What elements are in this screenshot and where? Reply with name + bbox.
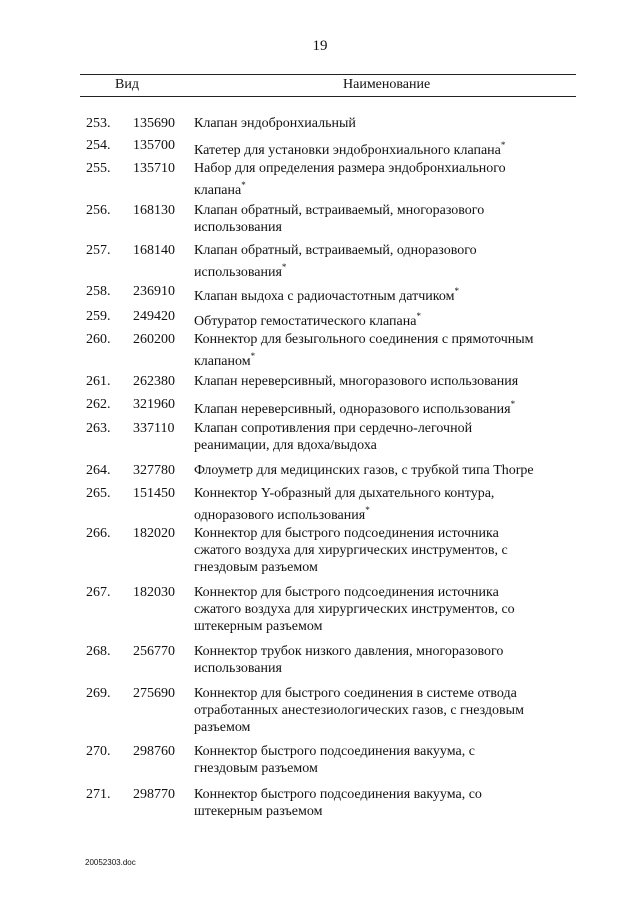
- row-name-line: одноразового использования*: [194, 505, 370, 523]
- footnote-asterisk: *: [454, 286, 459, 296]
- row-name-line: Клапан нереверсивный, одноразового использования*: [194, 399, 516, 417]
- row-name-line: Обтуратор гемостатического клапана*: [194, 311, 421, 329]
- footnote-asterisk: *: [250, 351, 256, 361]
- row-code: 327780: [133, 463, 175, 478]
- row-number: 260.: [86, 332, 111, 347]
- footer-filename: 20052303.doc: [85, 858, 136, 867]
- row-code: 168140: [133, 243, 175, 258]
- row-name-line: использования: [194, 661, 282, 676]
- row-name: [194, 283, 576, 305]
- row-name-line: использования: [194, 220, 282, 235]
- row-code: 135700: [133, 138, 175, 153]
- row-name: [194, 396, 576, 418]
- row-number: 257.: [86, 243, 111, 258]
- row-name-line: Клапан нереверсивный, многоразового использования: [194, 374, 519, 389]
- row-code: 298760: [133, 744, 175, 759]
- row-name-line: Коннектор для быстрого подсоединения источника: [194, 526, 499, 541]
- row-code: 151450: [133, 486, 175, 501]
- row-name: [194, 331, 576, 370]
- row-code: 262380: [133, 374, 175, 389]
- row-number: 268.: [86, 644, 111, 659]
- row-number: 256.: [86, 203, 111, 218]
- row-number: 271.: [86, 787, 111, 802]
- page-number: 19: [312, 38, 328, 54]
- row-name-line: Коннектор для быстрого соединения в системе отвода: [194, 686, 517, 701]
- row-name-line: Коннектор Y-образный для дыхательного контура,: [194, 486, 495, 501]
- footnote-asterisk: *: [365, 505, 370, 515]
- row-code: 249420: [133, 309, 175, 324]
- row-name-line: сжатого воздуха для хирургических инструментов, со: [194, 602, 515, 617]
- row-name: [194, 115, 576, 132]
- row-name-line: Катетер для установки эндобронхиального клапана*: [194, 140, 506, 158]
- row-number: 263.: [86, 421, 111, 436]
- row-name: [194, 786, 576, 820]
- row-name-line: Коннектор быстрого подсоединения вакуума, со: [194, 787, 482, 802]
- row-name-line: гнездовым разъемом: [194, 560, 318, 575]
- row-name-line: Коннектор трубок низкого давления, многоразового: [194, 644, 504, 659]
- row-name-line: штекерным разъемом: [194, 804, 323, 819]
- row-code: 298770: [133, 787, 175, 802]
- row-name-line: Набор для определения размера эндобронхиального: [194, 161, 506, 176]
- row-name-line: использования*: [194, 262, 287, 280]
- row-name: [194, 643, 576, 677]
- row-number: 266.: [86, 526, 111, 541]
- row-name: [194, 584, 576, 635]
- row-code: 182030: [133, 585, 175, 600]
- column-header-kind: Вид: [115, 77, 139, 92]
- row-name: [194, 485, 576, 524]
- row-name: [194, 202, 576, 236]
- row-name: [194, 462, 576, 479]
- footnote-asterisk: *: [241, 180, 246, 190]
- row-name: [194, 242, 576, 281]
- row-number: 253.: [86, 116, 111, 131]
- row-name-line: сжатого воздуха для хирургических инструментов, с: [194, 543, 508, 558]
- row-name-line: клапана*: [194, 180, 246, 198]
- row-name-line: Клапан обратный, встраиваемый, многоразового: [194, 203, 485, 218]
- row-name-line: отработанных анестезиологических газов, с гнездовым: [194, 703, 524, 718]
- row-number: 265.: [86, 486, 111, 501]
- row-code: 135710: [133, 161, 175, 176]
- row-number: 262.: [86, 397, 111, 412]
- row-number: 258.: [86, 284, 111, 299]
- row-number: 270.: [86, 744, 111, 759]
- row-code: 275690: [133, 686, 175, 701]
- row-code: 168130: [133, 203, 175, 218]
- row-name: [194, 308, 576, 330]
- row-number: 269.: [86, 686, 111, 701]
- row-number: 261.: [86, 374, 111, 389]
- row-name: [194, 685, 576, 736]
- row-number: 259.: [86, 309, 111, 324]
- row-name-line: Коннектор для безыгольного соединения с прямоточным: [194, 332, 534, 347]
- row-number: 267.: [86, 585, 111, 600]
- row-number: 255.: [86, 161, 111, 176]
- row-number: 264.: [86, 463, 111, 478]
- row-code: 182020: [133, 526, 175, 541]
- row-name: [194, 420, 576, 454]
- row-name-line: Флоуметр для медицинских газов, с трубкой типа Thorpe: [194, 463, 534, 478]
- row-code: 256770: [133, 644, 175, 659]
- row-code: 260200: [133, 332, 175, 347]
- row-code: 135690: [133, 116, 175, 131]
- row-name-line: Клапан выдоха с радиочастотным датчиком*: [194, 286, 459, 304]
- footnote-asterisk: *: [500, 140, 506, 150]
- row-name-line: Клапан эндобронхиальный: [194, 116, 356, 131]
- row-code: 321960: [133, 397, 175, 412]
- row-name: [194, 373, 576, 390]
- footnote-asterisk: *: [281, 262, 287, 272]
- row-name-line: реанимации, для вдоха/выдоха: [194, 438, 377, 453]
- footnote-asterisk: *: [416, 311, 421, 321]
- row-name: [194, 160, 576, 199]
- row-name-line: Коннектор для быстрого подсоединения источника: [194, 585, 499, 600]
- row-code: 337110: [133, 421, 175, 436]
- row-name: [194, 525, 576, 576]
- row-name: [194, 137, 576, 159]
- row-name-line: штекерным разъемом: [194, 619, 323, 634]
- row-name: [194, 743, 576, 777]
- row-name-line: разъемом: [194, 720, 251, 735]
- footnote-asterisk: *: [510, 399, 516, 409]
- row-name-line: Коннектор быстрого подсоединения вакуума, с: [194, 744, 475, 759]
- row-name-line: Клапан сопротивления при сердечно-легочной: [194, 421, 473, 436]
- row-name-line: гнездовым разъемом: [194, 761, 318, 776]
- row-number: 254.: [86, 138, 111, 153]
- column-header-name: Наименование: [343, 77, 431, 92]
- row-name-line: клапаном*: [194, 351, 256, 369]
- row-code: 236910: [133, 284, 175, 299]
- row-name-line: Клапан обратный, встраиваемый, одноразового: [194, 243, 477, 258]
